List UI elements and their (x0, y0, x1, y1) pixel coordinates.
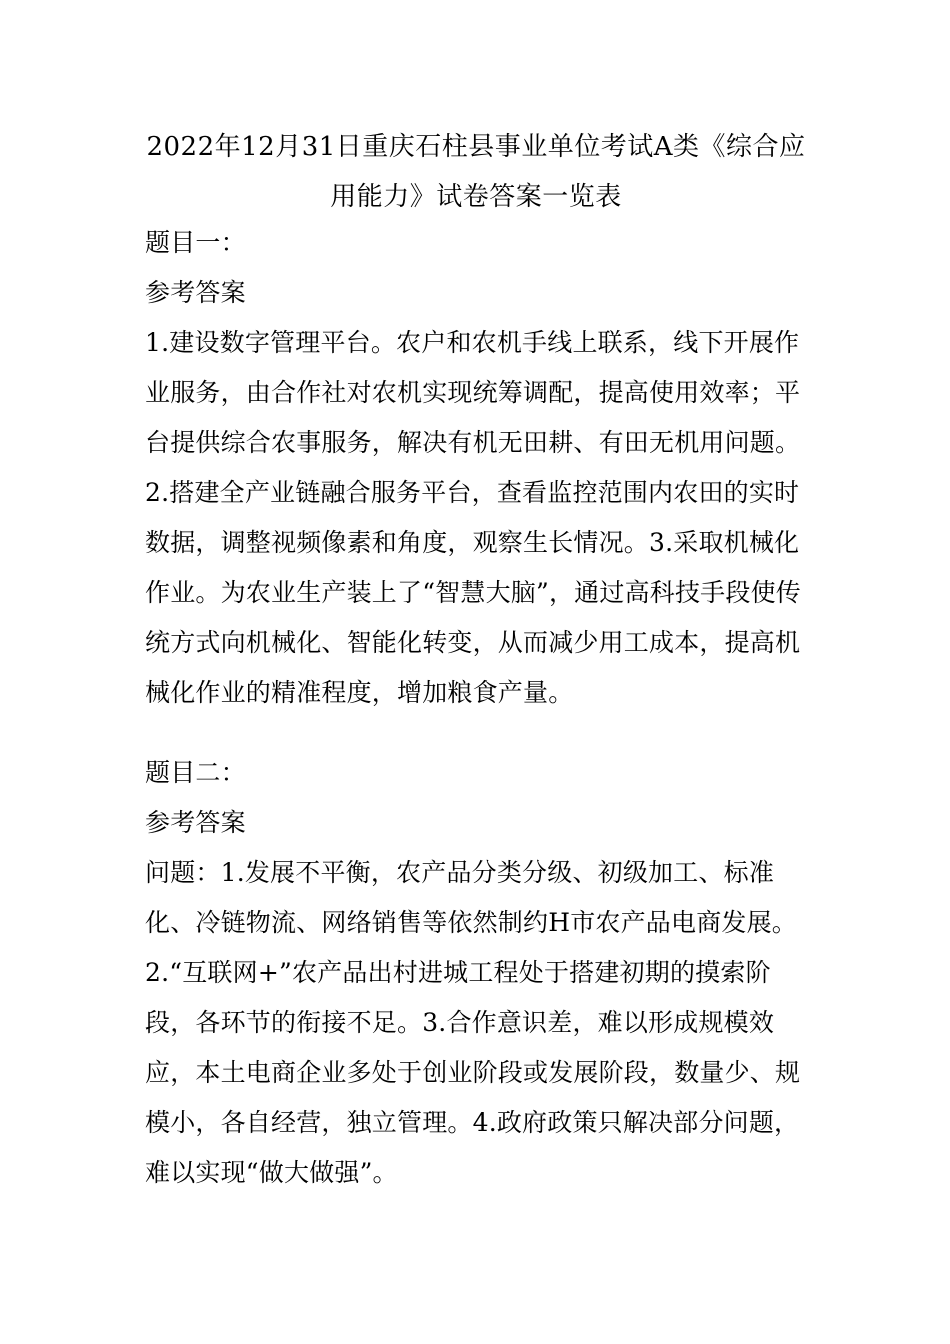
question-1-answer-text: 1.建设数字管理平台。农户和农机手线上联系，线下开展作业服务，由合作社对农机实现统筹调配，提高使用效率；平台提供综合农事服务，解决有机无田耕、有田无机用问题。2.搭建全产业链融合服务平台，查看监控范围内农田的实时数据，调整视频像素和角度，观察生长情况。3.采取机械化作业。为农业生产装上了“智慧大脑”，通过高科技手段使传统方式向机械化、智能化转变，从而减少用工成本，提高机械化作业的精准程度，增加粮食产量。 (145, 328, 801, 707)
question-2-answer-text: 问题：1.发展不平衡，农产品分类分级、初级加工、标准化、冷链物流、网络销售等依然制约H市农产品电商发展。2.“互联网+”农产品出村进城工程处于搭建初期的摸索阶段，各环节的衔接不足。3.合作意识差，难以形成规模效应，本土电商企业多处于创业阶段或发展阶段，数量少、规模小，各自经营，独立管理。4.政府政策只解决部分问题，难以实现“做大做强”。 (145, 858, 801, 1187)
question-1-reference-label: 参考答案 (145, 278, 246, 307)
question-1-label: 题目一： (145, 228, 246, 257)
question-2-label: 题目二： (145, 758, 246, 787)
document-title: 2022年12月31日重庆石柱县事业单位考试A类《综合应用能力》试卷答案一览表 (146, 132, 806, 212)
question-2-reference-label: 参考答案 (145, 808, 246, 837)
